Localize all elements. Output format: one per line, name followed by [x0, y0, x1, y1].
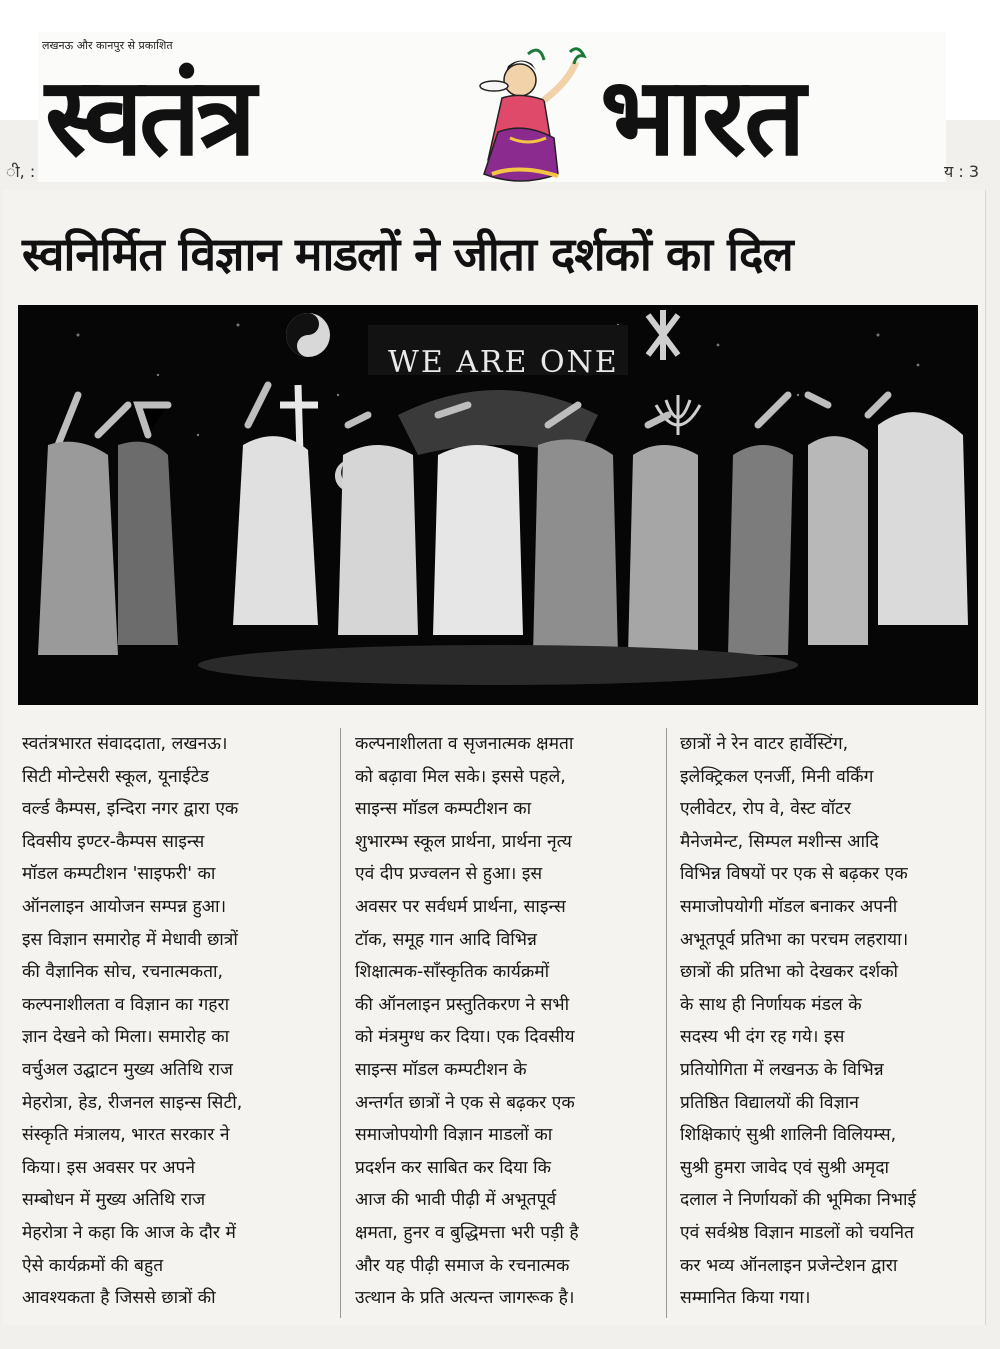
article-line: एवं दीप प्रज्वलन से हुआ। इस — [355, 864, 543, 885]
article-line: सुश्री हुमरा जावेद एवं सुश्री अमृदा — [680, 1157, 890, 1178]
column-divider — [340, 728, 341, 1318]
article-column-1 — [22, 728, 322, 1315]
article-line: वर्ल्ड कैम्पस, इन्दिरा नगर द्वारा एक — [22, 799, 239, 820]
article-line: क्षमता, हुनर व बुद्धिमत्ता भरी पड़ी है — [355, 1222, 579, 1243]
article-line: ऐसे कार्यक्रमों की बहुत — [22, 1255, 164, 1276]
article-line: मॉडल कम्पटीशन 'साइफरी' का — [22, 864, 216, 885]
article-line: अवसर पर सर्वधर्म प्रार्थना, साइन्स — [355, 896, 566, 917]
photo-banner-text: WE ARE ONE — [388, 345, 619, 380]
article-line: प्रतिष्ठित विद्यालयों की विज्ञान — [680, 1092, 859, 1113]
article-line: वर्चुअल उद्घाटन मुख्य अतिथि राज — [22, 1059, 233, 1080]
article-line: उत्थान के प्रति अत्यन्त जागरूक है। — [355, 1288, 575, 1309]
article-line: शिक्षात्मक-साँस्कृतिक कार्यक्रमों — [355, 962, 550, 983]
masthead-tagline: लखनऊ और कानपुर से प्रकाशित — [42, 39, 173, 52]
article-line: अभूतपूर्व प्रतिभा का परचम लहराया। — [680, 929, 909, 950]
article-line: इलेक्ट्रिकल एनर्जी, मिनी वर्किंग — [680, 766, 874, 787]
article-line: सदस्य भी दंग रह गये। इस — [680, 1027, 845, 1048]
masthead-title-left: स्वतंत्र — [45, 54, 253, 180]
article-line: प्रदर्शन कर साबित कर दिया कि — [355, 1157, 551, 1178]
article-line: को मंत्रमुग्ध कर दिया। एक दिवसीय — [355, 1027, 575, 1048]
article-line: साइन्स मॉडल कम्पटीशन के — [355, 1059, 527, 1080]
article-line: दिवसीय इण्टर-कैम्पस साइन्स — [22, 831, 205, 852]
article-line: अन्तर्गत छात्रों ने एक से बढ़कर एक — [355, 1092, 575, 1113]
article-line: के साथ ही निर्णायक मंडल के — [680, 994, 862, 1015]
article-line: ज्ञान देखने को मिला। समारोह का — [22, 1027, 230, 1048]
article-line: स्वतंत्रभारत संवाददाता, लखनऊ। — [22, 734, 228, 754]
article-line: शिक्षिकाएं सुश्री शालिनी विलियम्स, — [680, 1125, 897, 1146]
article-line: को बढ़ावा मिल सके। इससे पहले, — [355, 766, 566, 787]
article-line: इस विज्ञान समारोह में मेधावी छात्रों — [22, 929, 238, 950]
article-column-2 — [355, 728, 655, 1315]
article-line: आज की भावी पीढ़ी में अभूतपूर्व — [355, 1190, 557, 1211]
article-line: मैनेजमेन्ट, सिम्पल मशीन्स आदि — [680, 831, 879, 852]
article-line: छात्रों की प्रतिभा को देखकर दर्शको — [680, 962, 899, 983]
article-line: आवश्यकता है जिससे छात्रों की — [22, 1288, 216, 1309]
article-line: किया। इस अवसर पर अपने — [22, 1157, 196, 1178]
article-line: ऑनलाइन आयोजन सम्पन्न हुआ। — [22, 896, 227, 917]
article-line: एवं सर्वश्रेष्ठ विज्ञान माडलों को चयनित — [680, 1222, 914, 1243]
article-line: और यह पीढ़ी समाज के रचनात्मक — [355, 1255, 570, 1276]
article-line: कल्पनाशीलता व विज्ञान का गहरा — [22, 994, 230, 1015]
article-line: कर भव्य ऑनलाइन प्रजेन्टेशन द्वारा — [680, 1255, 898, 1276]
article-line: की वैज्ञानिक सोच, रचनात्मकता, — [22, 962, 224, 983]
article-line: एलीवेटर, रोप वे, वेस्ट वॉटर — [680, 799, 852, 820]
masthead-edge-right: य : 3 — [944, 162, 980, 181]
masthead-edge-left: ी, : — [6, 162, 36, 181]
article-photo — [18, 305, 978, 705]
article-line: छात्रों ने रेन वाटर हार्वेस्टिंग, — [680, 734, 849, 754]
article-line: मेहरोत्रा ने कहा कि आज के दौर में — [22, 1222, 236, 1243]
article-line: समाजोपयोगी मॉडल बनाकर अपनी — [680, 896, 898, 917]
article-line: कल्पनाशीलता व सृजनात्मक क्षमता — [355, 734, 574, 754]
article-line: टॉक, समूह गान आदि विभिन्न — [355, 929, 537, 950]
article-line: समाजोपयोगी विज्ञान माडलों का — [355, 1125, 553, 1146]
article-line: सिटी मोन्टेसरी स्कूल, यूनाईटेड — [22, 766, 209, 787]
article-headline: स्वनिर्मित विज्ञान माडलों ने जीता दर्शकों का दिल — [22, 227, 793, 281]
article-line: सम्बोधन में मुख्य अतिथि राज — [22, 1190, 206, 1211]
article-line: सम्मानित किया गया। — [680, 1288, 811, 1309]
column-divider — [666, 728, 667, 1318]
article-line: प्रतियोगिता में लखनऊ के विभिन्न — [680, 1059, 884, 1080]
article-column-3 — [680, 728, 980, 1315]
article-line: शुभारम्भ स्कूल प्रार्थना, प्रार्थना नृत्य — [355, 831, 572, 852]
krishna-logo-icon — [458, 42, 608, 192]
article-line: की ऑनलाइन प्रस्तुतिकरण ने सभी — [355, 994, 570, 1015]
article-line: साइन्स मॉडल कम्पटीशन का — [355, 799, 532, 820]
masthead-title-right: भारत — [600, 54, 804, 180]
article-line: विभिन्न विषयों पर एक से बढ़कर एक — [680, 864, 908, 885]
article-line: संस्कृति मंत्रालय, भारत सरकार ने — [22, 1125, 230, 1146]
article-line: दलाल ने निर्णायकों की भूमिका निभाई — [680, 1190, 917, 1211]
article-line: मेहरोत्रा, हेड, रीजनल साइन्स सिटी, — [22, 1092, 243, 1113]
